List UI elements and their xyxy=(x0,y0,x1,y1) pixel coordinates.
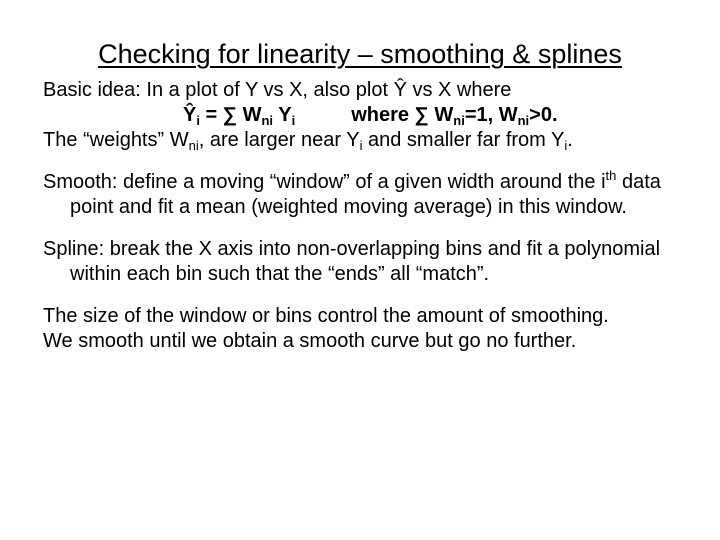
weights-mid: , are larger near Y xyxy=(198,129,360,151)
smooth-post: data point and fit a mean (weighted moving average) in this window. xyxy=(70,171,661,218)
eq-yhat: Ŷ xyxy=(183,104,197,126)
eq-sub-ni: ni xyxy=(261,113,274,128)
weighted-sum-equation xyxy=(43,103,703,128)
eq-sub-i-2: i xyxy=(291,113,296,128)
eq-sub-ni-3: ni xyxy=(517,113,530,128)
weights-sub-ni: ni xyxy=(188,138,199,153)
weights-mid2: and smaller far from Y xyxy=(362,129,565,151)
window-size-paragraph: The size of the window or bins control the amount of smoothing. xyxy=(43,305,609,327)
weights-sub-i: i xyxy=(359,138,363,153)
smooth-paragraph xyxy=(43,170,703,220)
weights-pre: The “weights” W xyxy=(43,129,189,151)
eq-sum: = ∑ W xyxy=(199,104,262,126)
eq-where: where ∑ W xyxy=(351,104,454,126)
eq-y: Y xyxy=(273,104,292,126)
weights-line xyxy=(43,128,703,153)
smooth-pre: Smooth: define a moving “window” of a given width around the i xyxy=(43,171,606,193)
spline-paragraph: Spline: break the X axis into non-overlapping bins and fit a polynomial within each bin such that the “ends” all “match”. xyxy=(43,238,661,285)
smooth-sup-th: th xyxy=(605,168,617,183)
eq-positive: >0. xyxy=(529,104,558,126)
weights-sub-i-2: i xyxy=(564,138,568,153)
eq-sub-ni-2: ni xyxy=(453,113,465,128)
eq-equals-one: =1, W xyxy=(464,104,518,126)
basic-idea-line: Basic idea: In a plot of Y vs X, also plot Ŷ vs X where xyxy=(43,79,512,101)
slide-title: Checking for linearity – smoothing & splines xyxy=(98,39,622,69)
smooth-until-paragraph: We smooth until we obtain a smooth curve but go no further. xyxy=(43,330,577,352)
weights-end: . xyxy=(567,129,573,151)
slide-body xyxy=(43,78,703,354)
eq-sub-i: i xyxy=(196,113,200,128)
